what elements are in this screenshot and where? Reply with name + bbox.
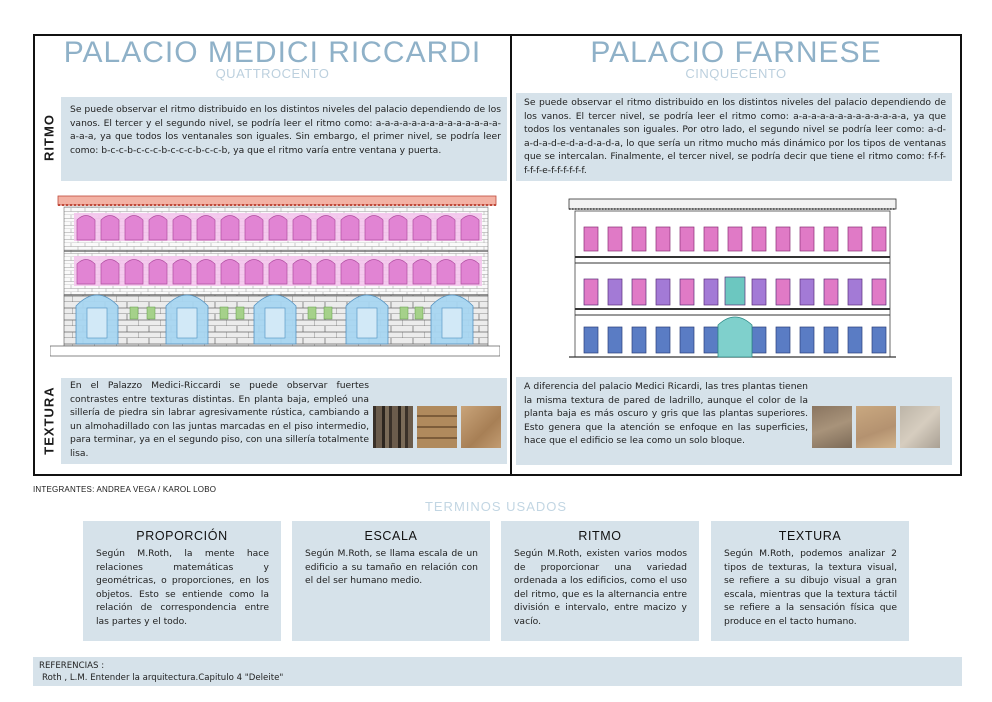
left-textura-text: En el Palazzo Medici-Riccardi se puede observar fuertes contrastes entre texturas distintas. En planta baja, empleó una sillería de piedra sin labrar agresivamente rústica, cambiando a un almohadillado con las juntas marcadas en el piso intermedio, para terminar, ya en el segundo piso, con una sillería totalmente lisa. [61,378,369,464]
column-divider [510,34,512,476]
brick-light-texture-swatch [900,406,940,448]
term-title: RITMO [578,529,622,543]
term-title: TEXTURA [778,529,842,543]
right-title: PALACIO FARNESE [590,36,882,69]
term-text: Según M.Roth, existen varios modos de proporcionar una variedad ordenada a los edificios, como el uso del ritmo, que es la alternancia entre división e intervalo, entre macizo y vacío. [514,548,687,627]
term-title: ESCALA [364,529,418,543]
label-textura: TEXTURA [41,386,57,455]
right-textura-text: A diferencia del palacio Medici Ricardi, las tres plantas tienen la misma textura de pared de ladrillo, aunque el color de la planta baja es más oscuro y gris que las plantas superiores. Esto genera que la atención se enfoque en las superficies, hace que el edificio se lea como un solo bloque. [516,377,810,465]
term-text: Según M.Roth, se llama escala de un edificio a su tamaño en relación con el del ser humano medio. [305,548,478,587]
term-card-escala [292,521,490,641]
term-card-textura [711,521,909,641]
brick-dark-texture-swatch [812,406,852,448]
references [33,657,962,686]
term-card-ritmo [501,521,699,641]
farnese-facade-drawing [565,197,900,361]
left-ritmo-text: Se puede observar el ritmo distribuido en los distintos niveles del palacio dependiendo de los vanos. El tercer y el segundo nivel, se podría leer el ritmo como: a-a-a-a-a-a-a-a-a-a-a-a-a-a-a-a-a, ya que todos los ventanales son iguales. Sin embargo, el primer nivel, se podría leer como: b-c-c-b-c-c-c-b-c-c-c-b-c-c-b, ya que el ritmo varía entre ventana y puerta. [61,97,507,181]
ashlar-texture-swatch [417,406,457,448]
left-subtitle: QUATTROCENTO [215,66,330,81]
brick-warm-texture-swatch [856,406,896,448]
references-label: REFERENCIAS : [39,661,105,671]
left-title: PALACIO MEDICI RICCARDI [63,36,482,69]
smooth-stone-texture-swatch [461,406,501,448]
label-ritmo: RITMO [41,114,57,161]
right-subtitle: CINQUECENTO [685,66,787,81]
term-text: Según M.Roth, la mente hace relaciones matemáticas y geométricas, o proporciones, en los objetos. Esto se entiende como la relación de correspondencia entre las partes y el todo. [96,548,269,627]
team-members: INTEGRANTES: ANDREA VEGA / KAROL LOBO [33,485,217,494]
references-text: Roth , L.M. Entender la arquitectura.Capitulo 4 "Deleite" [42,673,284,683]
term-text: Según M.Roth, podemos analizar 2 tipos de texturas, la textura visual, se refiere a su dibujo visual a gran escala, mientras que la textura táctil se refiere a la sensación física que produce en el tacto humano. [724,548,897,627]
right-ritmo-text: Se puede observar el ritmo distribuido en los distintos niveles del palacio dependiendo de los vanos. El tercer nivel, se podría leer el ritmo como: a-a-a-a-a-a-a-a-a-a-a-a-a, ya que todos los ventanales son iguales. Por otro lado, el segundo nivel se podría leer como: a-d-a-d-a-d-e-d-a-d-a-d-a, lo que sería un ritmo mucho más dinámico por los tipos de ventanas que se intercalan. Finalmente, el tercer nivel, se podría decir que tiene el ritmo como: f-f-f-f-f-f-e-f-f-f-f-f-f. [516,93,952,181]
terms-heading: TERMINOS USADOS [424,499,568,514]
rustic-stone-texture-swatch [373,406,413,448]
term-title: PROPORCIÓN [136,529,228,543]
term-card-proporcion [83,521,281,641]
medici-riccardi-facade-drawing [50,194,500,358]
